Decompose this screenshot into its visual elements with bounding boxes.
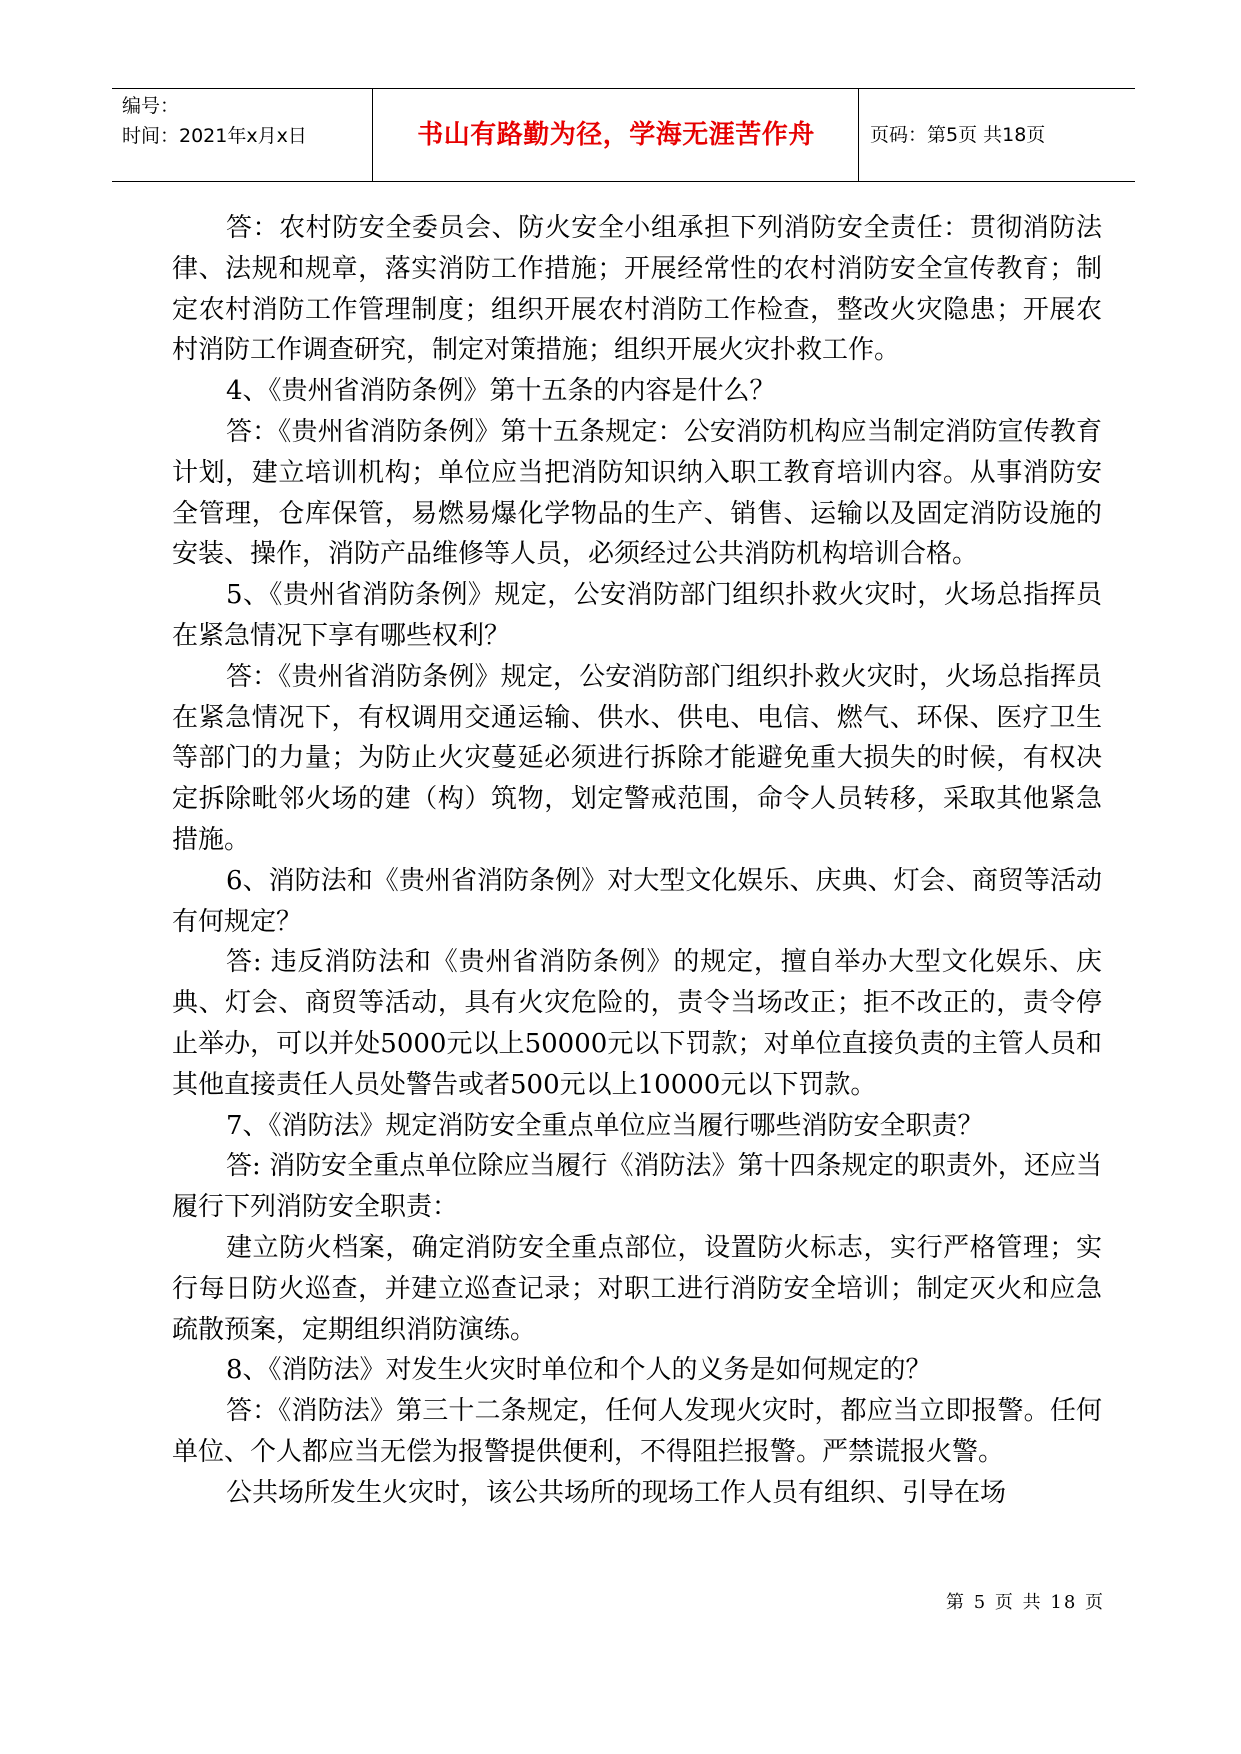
paragraph: 公共场所发生火灾时，该公共场所的现场工作人员有组织、引导在场 [226,1477,1007,1508]
question-paragraph: 7、《消防法》规定消防安全重点单位应当履行哪些消防安全职责？ [226,1110,984,1141]
paragraph: 答: 违反消防法和《贵州省消防条例》的规定，擅自举办大型文化娱乐、庆典、灯会、商贸等活动，具有火灾危险的，责令当场改正；拒不改正的，责令停止举办，可以并处5000元以上50000元以下罚款；对单位直接负责的主管人员和其他直接责任人员处警告或者500元以上10000元以下罚款。 [172,947,1102,1100]
paragraph: 答: 消防安全重点单位除应当履行《消防法》第十四条规定的职责外，还应当履行下列消防安全职责： [172,1151,1102,1223]
paragraph: 答：《贵州省消防条例》第十五条规定：公安消防机构应当制定消防宣传教育计划，建立培训机构；单位应当把消防知识纳入职工教育培训内容。从事消防安全管理，仓库保管，易燃易爆化学物品的生产、销售、运输以及固定消防设施的安装、操作，消防产品维修等人员，必须经过公共消防机构培训合格。 [172,416,1102,570]
page-footer: 第 5 页 共 18 页 [946,1592,1105,1613]
paragraph: 答：《贵州省消防条例》规定，公安消防部门组织扑救火灾时，火场总指挥员在紧急情况下，有权调用交通运输、供水、供电、电信、燃气、环保、医疗卫生等部门的力量；为防止火灾蔓延必须进行拆除才能避免重大损失的时候，有权决定拆除毗邻火场的建（构）筑物，划定警戒范围，命令人员转移，采取其他紧急措施。 [172,661,1102,855]
header-divider-left [372,89,373,181]
header-motto: 书山有路勤为径，学海无涯苦作舟 [417,120,815,150]
document-number-label: 编号： [122,95,180,117]
question-paragraph: 4、《贵州省消防条例》第十五条的内容是什么？ [226,376,776,407]
question-paragraph: 8、《消防法》对发生火灾时单位和个人的义务是如何规定的？ [226,1355,932,1386]
paragraph: 答：农村防安全委员会、防火安全小组承担下列消防安全责任：贯彻消防法律、法规和规章，落实消防工作措施；开展经常性的农村消防安全宣传教育；制定农村消防工作管理制度；组织开展农村消防工作检查，整改火灾隐患；开展农村消防工作调查研究，制定对策措施；组织开展火灾扑救工作。 [172,213,1102,366]
header-divider-right [858,89,859,181]
header-page-info: 页码：第5页 共18页 [870,124,1046,146]
header-meta [122,91,372,151]
paragraph: 建立防火档案，确定消防安全重点部位，设置防火标志，实行严格管理；实行每日防火巡查，并建立巡查记录；对职工进行消防安全培训；制定灭火和应急疏散预案，定期组织消防演练。 [172,1232,1102,1345]
document-time-label: 时间：2021年x月x日 [122,125,307,147]
page-header [112,88,1135,182]
question-paragraph: 6、消防法和《贵州省消防条例》对大型文化娱乐、庆典、灯会、商贸等活动有何规定？ [172,865,1102,937]
question-paragraph: 5、《贵州省消防条例》规定，公安消防部门组织扑救火灾时，火场总指挥员在紧急情况下享有哪些权利？ [172,580,1102,651]
paragraph: 答：《消防法》第三十二条规定，任何人发现火灾时，都应当立即报警。任何单位、个人都应当无偿为报警提供便利，不得阻拦报警。严禁谎报火警。 [172,1396,1102,1467]
document-body [172,208,1102,1514]
